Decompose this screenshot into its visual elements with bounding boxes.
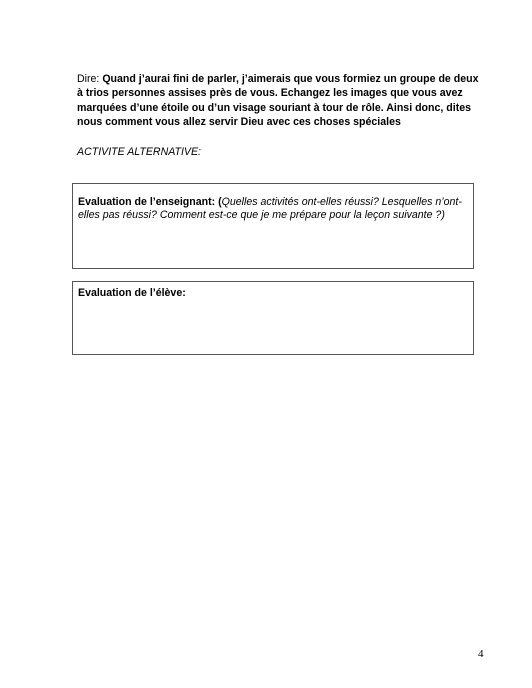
teacher-evaluation-text bbox=[78, 196, 468, 222]
paragraph-lead: Dire: bbox=[77, 73, 103, 85]
alternative-activity-heading: ACTIVITE ALTERNATIVE: bbox=[77, 146, 202, 158]
teacher-evaluation-note: Quelles activités ont-elles réussi? Lesquelles n’ont-elles pas réussi? Comment est-ce que je me prépare pour la leçon suivante ?) bbox=[78, 196, 462, 222]
paragraph-bold-text: Quand j’aurai fini de parler, j’aimerais que vous formiez un groupe de deux à trios personnes assises près de vous. Echangez les images que vous avez marquées d’une étoile ou d’un visage souriant à tour de rôle. Ainsi donc, dites nous comment vous allez servir Dieu avec ces choses spéciales bbox=[77, 73, 479, 129]
student-evaluation-text bbox=[78, 287, 468, 300]
student-evaluation-box bbox=[72, 281, 474, 355]
page-number: 4 bbox=[478, 648, 484, 660]
student-evaluation-label: Evaluation de l’élève: bbox=[78, 287, 186, 299]
instruction-paragraph bbox=[77, 72, 482, 130]
teacher-evaluation-label: Evaluation de l’enseignant: ( bbox=[78, 196, 222, 208]
teacher-evaluation-box bbox=[72, 183, 474, 269]
